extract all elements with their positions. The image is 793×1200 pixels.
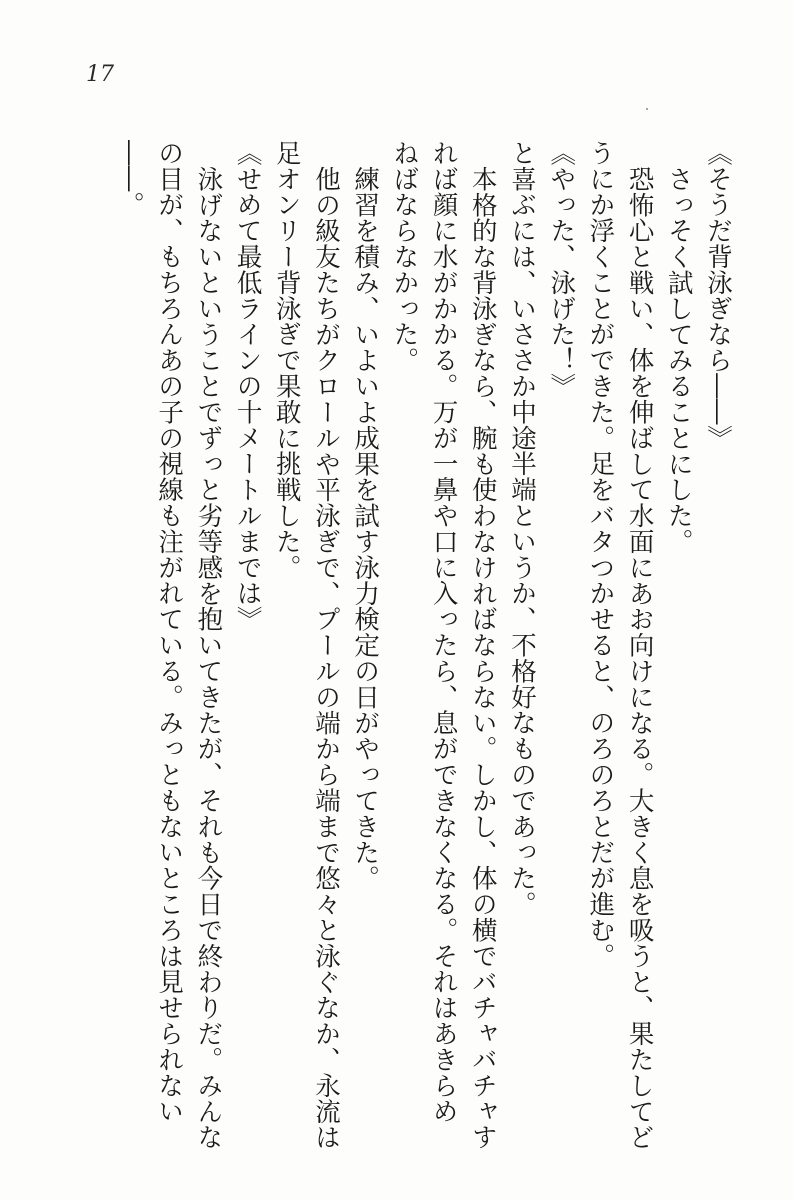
print-speck [646,108,648,110]
opening-line: 《そうだ背泳ぎなら――》 [703,140,733,451]
paragraph: と喜ぶには、いささか中途半端というか、不格好なものであった。 [506,140,537,917]
paragraph: 練習を積み、いよいよ成果を試す泳力検定の日がやってきた。 [350,165,381,891]
paragraph: 《やった、泳げた！》 [546,140,577,399]
paragraph: さっそく試してみることにした。 [663,165,694,554]
paragraph: 泳げないということでずっと劣等感を抱いてきたが、それも今日で終わりだ。みんなの目が、もちろんあの子の視線も注がれている。みっともないところは見せられない――。 [114,140,224,1150]
paragraph: 恐怖心と戦い、体を伸ばして水面にあお向けになる。大きく息を吸うと、果たしてどうにか浮くことができた。足をバタつかせると、のろのろとだが進む。 [585,140,655,1150]
paragraph: 《せめて最低ラインの十メートルまでは》 [232,140,263,633]
paragraph: 本格的な背泳ぎなら、腕も使わなければならない。しかし、体の横でバチャバチャすれば顔に水がかかる。万が一鼻や口に入ったら、息ができなくなる。それはあきらめねばならなかった。 [389,140,498,1150]
vertical-body-text [37,140,737,1150]
paragraph: 他の級友たちがクロールや平泳ぎで、プールの端から端まで悠々と泳ぐなか、永流は足オンリー背泳ぎで果敢に挑戦した。 [271,140,341,1150]
page-number: 17 [86,62,114,87]
